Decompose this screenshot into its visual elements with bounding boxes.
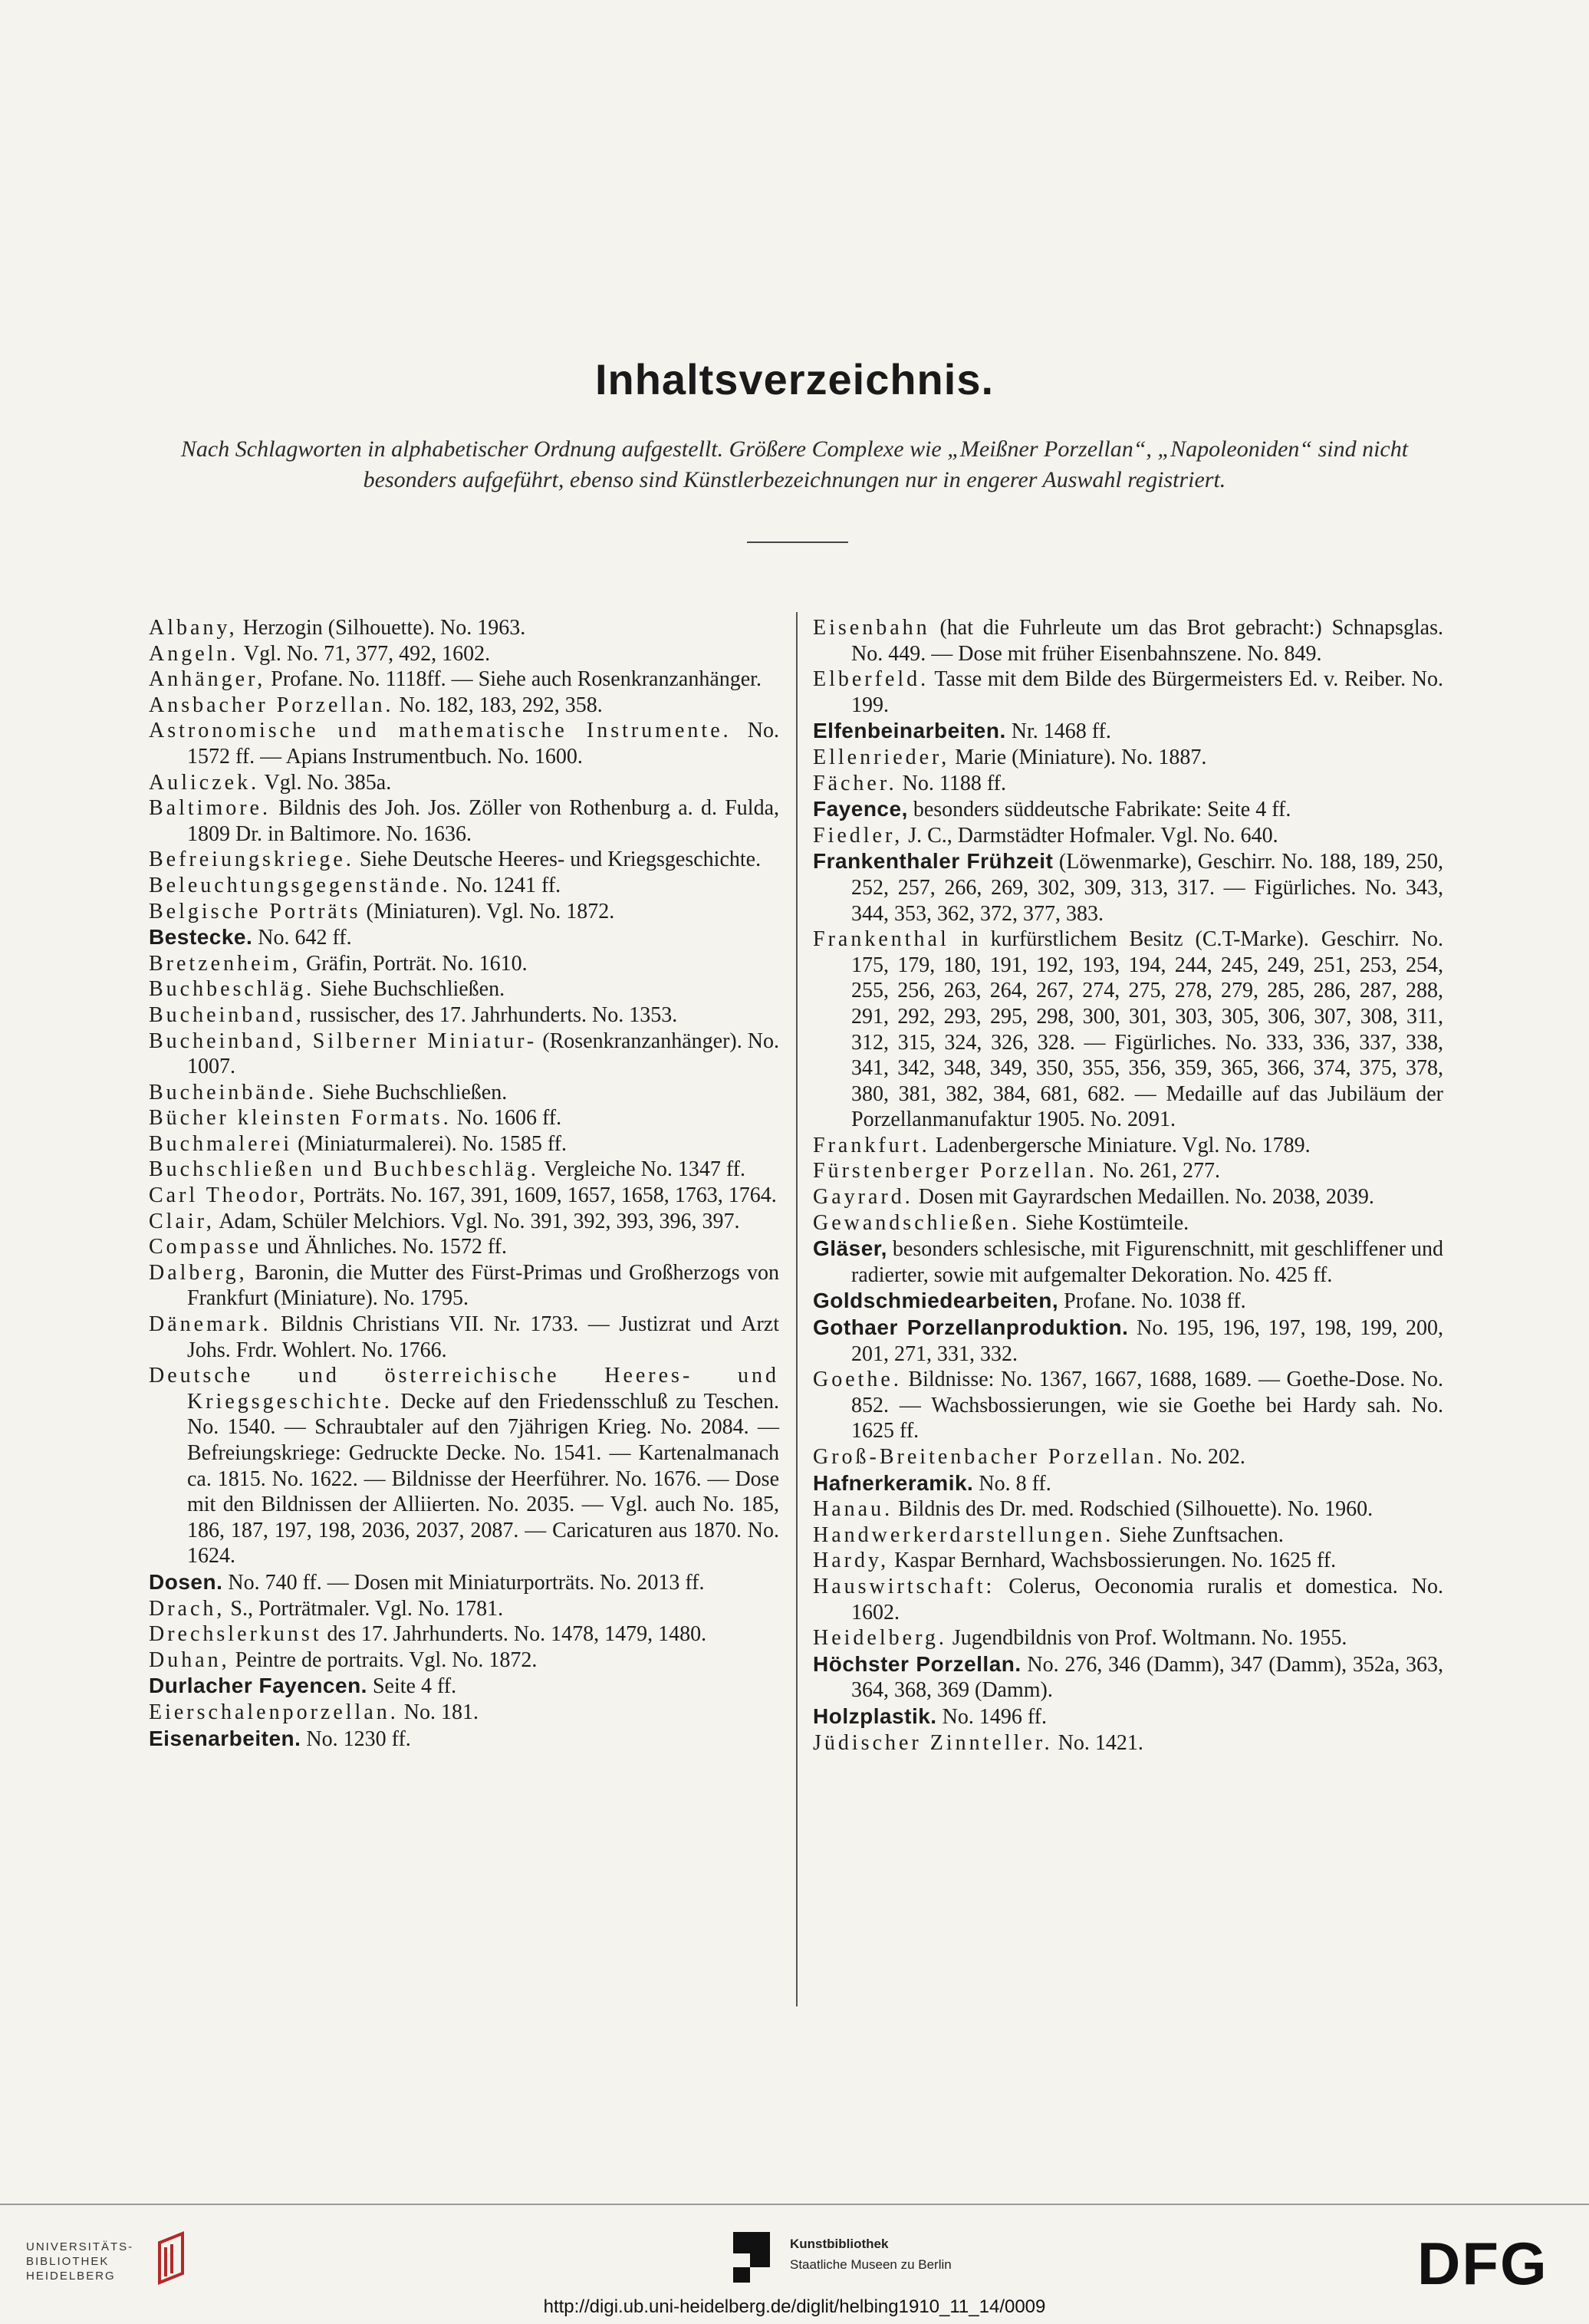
- index-references: Peintre de portraits. Vgl. No. 1872.: [229, 1648, 538, 1672]
- index-references: No. 181.: [398, 1700, 479, 1724]
- intro-note: Nach Schlagworten in alphabetischer Ordnung aufgestellt. Größere Complexe wie „Meißner Porzellan“, „Napoleoniden“ sind nicht besonders aufgeführt, ebenso sind Künstlerbezeichnungen nur in engerer Auswahl registriert.: [180, 436, 1409, 492]
- index-references: No. 1241 ff.: [450, 873, 561, 897]
- index-entry: [813, 1133, 1443, 1159]
- index-keyword: Handwerkerdarstellungen.: [813, 1522, 1114, 1547]
- index-references: besonders süddeutsche Fabrikate: Seite 4 ff.: [907, 798, 1291, 822]
- index-references: Siehe Buchschließen.: [317, 1080, 508, 1104]
- index-references: Profane. No. 1038 ff.: [1058, 1289, 1246, 1314]
- index-references: Bildnisse: No. 1367, 1667, 1688, 1689. — Goethe-Dose. No. 852. — Wachsbossierungen, wie sie Goethe bei Hardy sah. No. 1625 ff.: [851, 1368, 1443, 1443]
- index-entry: [149, 847, 779, 873]
- index-keyword: Goethe.: [813, 1368, 902, 1392]
- index-entry: [149, 951, 779, 977]
- kunstbibliothek-logo: [790, 2233, 952, 2275]
- index-entry: [149, 1157, 779, 1183]
- index-references: Bildnis Christians VII. Nr. 1733. — Justizrat und Arzt Johs. Frdr. Wohlert. No. 1766.: [187, 1312, 779, 1362]
- index-entry: [813, 718, 1443, 745]
- index-references: Ladenbergersche Miniature. Vgl. No. 1789.: [929, 1133, 1311, 1157]
- index-references: (hat die Fuhrleute um das Brot gebracht:) Schnapsglas. No. 449. — Dose mit früher Eisenbahnszene. No. 849.: [851, 616, 1443, 666]
- index-references: Vgl. No. 71, 377, 492, 1602.: [239, 641, 491, 666]
- index-references: besonders schlesische, mit Figurenschnitt, mit geschliffener und radierter, sowie mit aufgemalter Dekoration. No. 425 ff.: [851, 1237, 1443, 1287]
- index-keyword: Clair,: [149, 1209, 215, 1233]
- index-keyword: Buchbeschläg.: [149, 977, 315, 1002]
- footer-rule: [0, 2204, 1589, 2205]
- index-references: No. 642 ff.: [252, 926, 352, 950]
- index-keyword: Ansbacher Porzellan.: [149, 693, 394, 717]
- index-entry: [813, 667, 1443, 718]
- index-entry: [813, 1730, 1443, 1756]
- library-logo-text: [26, 2240, 133, 2283]
- index-entry: [813, 1236, 1443, 1288]
- index-references: No. 1572 ff. — Apians Instrumentbuch. No. 1600.: [187, 719, 779, 769]
- index-references: Siehe Deutsche Heeres- und Kriegsgeschichte.: [354, 848, 762, 872]
- index-entry: [149, 1596, 779, 1622]
- index-entry: [149, 1131, 779, 1157]
- index-entry: [149, 693, 779, 719]
- index-references: (Löwenmarke), Geschirr. No. 188, 189, 250, 252, 257, 266, 269, 302, 309, 313, 317. — Figürliches. No. 343, 344, 353, 362, 372, 377, 383.: [851, 850, 1443, 926]
- index-keyword: Hauswirtschaft:: [813, 1574, 995, 1598]
- index-entry: [149, 1312, 779, 1363]
- index-entry: [813, 1288, 1443, 1315]
- index-keyword: Eisenbahn: [813, 616, 930, 640]
- index-entry: [149, 1002, 779, 1029]
- index-keyword: Dosen.: [149, 1569, 223, 1594]
- index-keyword: Höchster Porzellan.: [813, 1651, 1022, 1676]
- index-entry: [149, 1648, 779, 1674]
- index-entry: [149, 1673, 779, 1700]
- index-entry: [149, 1700, 779, 1726]
- index-column-right: [813, 615, 1443, 1756]
- index-keyword: Angeln.: [149, 641, 239, 666]
- index-keyword: Gewandschließen.: [813, 1210, 1021, 1235]
- index-keyword: Bucheinbände.: [149, 1080, 317, 1104]
- index-entry: [149, 1260, 779, 1312]
- index-references: Decke auf den Friedensschluß zu Teschen. No. 1540. — Schraubtaler auf den 7jährigen Krieg. No. 2084. — Befreiungskriege: Gedruckte Decke. No. 1541. — Kartenalmanach ca. 1815. No. 1622. — Bildnisse der Heerführer. No. 1676. — Dose mit den Bildnissen der Alliierten. No. 2035. — Vgl. auch No. 185, 186, 187, 197, 198, 2036, 2037, 2087. — Caricaturen aus 1870. No. 1624.: [187, 1389, 779, 1569]
- index-entry: [813, 1470, 1443, 1497]
- index-keyword: Hardy,: [813, 1549, 890, 1573]
- index-references: (Miniaturmalerei). No. 1585 ff.: [292, 1131, 568, 1156]
- index-references: Baronin, die Mutter des Fürst-Primas und Großherzogs von Frankfurt (Miniature). No. 1795.: [187, 1260, 779, 1311]
- index-keyword: Frankenthaler Frühzeit: [813, 849, 1054, 874]
- index-entry: [813, 796, 1443, 823]
- index-entry: [813, 1574, 1443, 1625]
- index-entry: [813, 1522, 1443, 1549]
- index-references: No. 1496 ff.: [936, 1704, 1047, 1729]
- index-keyword: Goldschmiedearbeiten,: [813, 1289, 1059, 1313]
- index-keyword: Astronomische und mathematische Instrumente.: [149, 719, 732, 743]
- index-entry: [149, 1209, 779, 1235]
- index-references: Siehe Zunftsachen.: [1114, 1522, 1284, 1547]
- page-title: Inhaltsverzeichnis.: [594, 355, 995, 403]
- index-entry: [813, 1548, 1443, 1574]
- index-keyword: Durlacher Fayencen.: [149, 1674, 367, 1698]
- index-references: Porträts. No. 167, 391, 1609, 1657, 1658, 1763, 1764.: [308, 1183, 777, 1208]
- index-keyword: Jüdischer Zinnteller.: [813, 1730, 1053, 1755]
- index-references: No. 195, 196, 197, 198, 199, 200, 201, 271, 331, 332.: [851, 1316, 1443, 1366]
- source-url[interactable]: http://digi.ub.uni-heidelberg.de/diglit/helbing1910_11_14/0009: [543, 2296, 1046, 2317]
- title-rule: [747, 541, 848, 543]
- index-references: No. 1421.: [1052, 1730, 1143, 1755]
- index-references: (Miniaturen). Vgl. No. 1872.: [360, 899, 615, 923]
- index-references: No. 182, 183, 292, 358.: [393, 693, 603, 717]
- index-references: No. 8 ff.: [973, 1471, 1051, 1496]
- index-references: No. 276, 346 (Damm), 347 (Damm), 352a, 363, 364, 368, 369 (Damm).: [851, 1652, 1444, 1703]
- index-entry: [813, 848, 1443, 927]
- library-logo-line: HEIDELBERG: [26, 2270, 116, 2283]
- index-keyword: Bestecke.: [149, 925, 253, 950]
- index-keyword: Elberfeld.: [813, 667, 929, 692]
- index-column-left: [149, 615, 779, 1752]
- index-references: S., Porträtmaler. Vgl. No. 1781.: [225, 1596, 504, 1621]
- index-keyword: Belgische Porträts: [149, 899, 361, 923]
- index-keyword: Drechslerkunst: [149, 1622, 322, 1647]
- index-references: russischer, des 17. Jahrhunderts. No. 1353.: [304, 1002, 678, 1027]
- index-references: Gräfin, Porträt. No. 1610.: [301, 951, 528, 976]
- index-entry: [149, 1569, 779, 1596]
- index-references: in kurfürstlichem Besitz (C.T-Marke). Geschirr. No. 175, 179, 180, 191, 192, 193, 194, 244, 245, 249, 251, 253, 254, 255, 256, 263, 264, 267, 274, 275, 278, 279, 285, 286, 287, 288, 291, 292, 293, 295, 298, 300, 301, 303, 305, 306, 307, 308, 311, 312, 315, 324, 326, 328. — Figürliches. No. 333, 336, 337, 338, 341, 342, 348, 349, 350, 355, 356, 359, 365, 366, 374, 375, 378, 380, 381, 382, 384, 681, 682. — Medaille auf das Jubiläum der Porzellanmanufaktur 1905. No. 2091.: [851, 927, 1443, 1132]
- index-entry: [813, 1651, 1443, 1703]
- index-references: Marie (Miniature). No. 1887.: [949, 745, 1207, 769]
- index-keyword: Bucheinband,: [149, 1002, 304, 1027]
- index-references: Profane. No. 1118ff. — Siehe auch Rosenkranzanhänger.: [265, 667, 762, 692]
- index-references: No. 740 ff. — Dosen mit Miniaturporträts. No. 2013 ff.: [222, 1570, 705, 1595]
- index-entry: [813, 1703, 1443, 1730]
- index-keyword: Dänemark.: [149, 1312, 271, 1337]
- index-references: Nr. 1468 ff.: [1005, 719, 1111, 744]
- index-keyword: Fiedler,: [813, 823, 903, 848]
- index-entry: [813, 1210, 1443, 1236]
- index-references: Tasse mit dem Bilde des Bürgermeisters Ed. v. Reiber. No. 199.: [851, 667, 1443, 717]
- index-keyword: Hanau.: [813, 1497, 893, 1522]
- index-references: No. 202.: [1165, 1445, 1245, 1469]
- index-entry: [813, 823, 1443, 849]
- column-divider: [796, 612, 798, 2006]
- dfg-logo: DFG: [1417, 2230, 1548, 2297]
- index-keyword: Beleuchtungsgegenstände.: [149, 873, 451, 897]
- index-references: Jugendbildnis von Prof. Woltmann. No. 1955.: [946, 1626, 1347, 1651]
- index-references: des 17. Jahrhunderts. No. 1478, 1479, 1480.: [321, 1622, 707, 1647]
- index-references: No. 1606 ff.: [451, 1106, 562, 1131]
- index-entry: [813, 745, 1443, 771]
- kunstbibliothek-logo-icon: [727, 2230, 776, 2284]
- index-entry: [149, 615, 779, 641]
- index-references: Adam, Schüler Melchiors. Vgl. No. 391, 392, 393, 396, 397.: [214, 1209, 740, 1233]
- index-keyword: Ellenrieder,: [813, 745, 950, 769]
- index-entry: [149, 641, 779, 667]
- index-entry: [149, 976, 779, 1002]
- index-keyword: Hafnerkeramik.: [813, 1470, 974, 1495]
- index-references: No. 261, 277.: [1097, 1159, 1220, 1183]
- library-logo-line: BIBLIOTHEK: [26, 2255, 110, 2268]
- index-references: Vgl. No. 385a.: [259, 770, 392, 795]
- index-entry: [813, 1158, 1443, 1184]
- index-keyword: Albany,: [149, 616, 238, 640]
- index-references: No. 1230 ff.: [301, 1727, 411, 1751]
- index-keyword: Anhänger,: [149, 667, 266, 692]
- index-keyword: Bücher kleinsten Formats.: [149, 1106, 452, 1131]
- index-references: Bildnis des Dr. med. Rodschied (Silhouette). No. 1960.: [893, 1497, 1374, 1522]
- index-references: (Rosenkranzanhänger). No. 1007.: [187, 1029, 779, 1079]
- index-keyword: Fayence,: [813, 797, 908, 821]
- index-references: Siehe Buchschließen.: [314, 977, 505, 1002]
- index-entry: [149, 873, 779, 899]
- index-entry: [149, 924, 779, 951]
- index-entry: [149, 1234, 779, 1260]
- index-references: Colerus, Oeconomia ruralis et domestica. No. 1602.: [851, 1574, 1443, 1624]
- kunstbibliothek-subtitle: Staatliche Museen zu Berlin: [790, 2257, 952, 2272]
- library-logo-icon: [144, 2229, 190, 2287]
- index-keyword: Buchmalerei: [149, 1131, 293, 1156]
- index-keyword: Gayrard.: [813, 1185, 913, 1210]
- library-logo-line: UNIVERSITÄTS-: [26, 2240, 134, 2253]
- index-entry: [149, 1029, 779, 1080]
- index-keyword: Fürstenberger Porzellan.: [813, 1159, 1097, 1183]
- index-references: Kaspar Bernhard, Wachsbossierungen. No. 1625 ff.: [889, 1549, 1337, 1573]
- index-entry: [813, 615, 1443, 667]
- index-keyword: Drach,: [149, 1596, 225, 1621]
- index-keyword: Buchschließen und Buchbeschläg.: [149, 1157, 539, 1182]
- index-keyword: Frankfurt.: [813, 1133, 930, 1157]
- index-entry: [813, 927, 1443, 1133]
- index-entry: [149, 667, 779, 693]
- index-references: No. 1188 ff.: [896, 771, 1006, 795]
- index-keyword: Befreiungskriege.: [149, 848, 354, 872]
- index-entry: [813, 1315, 1443, 1367]
- index-entry: [149, 1363, 779, 1569]
- index-entry: [813, 1184, 1443, 1210]
- index-entry: [149, 795, 779, 847]
- index-entry: [149, 1726, 779, 1753]
- index-entry: [813, 1444, 1443, 1470]
- index-entry: [149, 1080, 779, 1106]
- index-keyword: Dalberg,: [149, 1260, 248, 1285]
- index-keyword: Fächer.: [813, 771, 897, 795]
- index-keyword: Carl Theodor,: [149, 1183, 308, 1208]
- index-keyword: Elfenbeinarbeiten.: [813, 719, 1006, 743]
- index-keyword: Groß-Breitenbacher Porzellan.: [813, 1445, 1166, 1469]
- index-entry: [149, 1105, 779, 1131]
- index-entry: [149, 899, 779, 925]
- index-references: Bildnis des Joh. Jos. Zöller von Rothenburg a. d. Fulda, 1809 Dr. in Baltimore. No. 1636.: [187, 796, 779, 846]
- index-entry: [813, 771, 1443, 797]
- index-references: Siehe Kostümteile.: [1020, 1210, 1189, 1235]
- index-keyword: Compasse: [149, 1235, 262, 1259]
- index-entry: [149, 770, 779, 796]
- index-entry: [813, 1496, 1443, 1522]
- kunstbibliothek-name: Kunstbibliothek: [790, 2237, 889, 2251]
- index-keyword: Frankenthal: [813, 927, 949, 952]
- index-references: Herzogin (Silhouette). No. 1963.: [237, 616, 526, 640]
- index-keyword: Gothaer Porzellanproduktion.: [813, 1315, 1129, 1340]
- index-entry: [149, 1621, 779, 1648]
- index-references: Dosen mit Gayrardschen Medaillen. No. 2038, 2039.: [913, 1185, 1374, 1210]
- index-keyword: Eierschalenporzellan.: [149, 1700, 399, 1724]
- index-keyword: Duhan,: [149, 1648, 230, 1672]
- index-references: Vergleiche No. 1347 ff.: [538, 1157, 745, 1182]
- index-entry: [813, 1625, 1443, 1651]
- index-keyword: Holzplastik.: [813, 1703, 937, 1728]
- index-keyword: Bretzenheim,: [149, 951, 301, 976]
- index-entry: [813, 1367, 1443, 1444]
- index-keyword: Deutsche und österreichische Heeres- und Kriegsgeschichte.: [149, 1364, 779, 1414]
- index-keyword: Baltimore.: [149, 796, 271, 821]
- index-keyword: Auliczek.: [149, 770, 260, 795]
- index-keyword: Eisenarbeiten.: [149, 1726, 301, 1750]
- index-entry: [149, 1183, 779, 1209]
- index-entry: [149, 718, 779, 769]
- index-keyword: Heidelberg.: [813, 1626, 947, 1651]
- index-references: Seite 4 ff.: [367, 1674, 457, 1699]
- index-keyword: Gläser,: [813, 1236, 887, 1261]
- index-references: und Ähnliches. No. 1572 ff.: [262, 1235, 508, 1259]
- index-references: J. C., Darmstädter Hofmaler. Vgl. No. 640.: [903, 823, 1278, 848]
- index-keyword: Bucheinband, Silberner Miniatur-: [149, 1029, 538, 1053]
